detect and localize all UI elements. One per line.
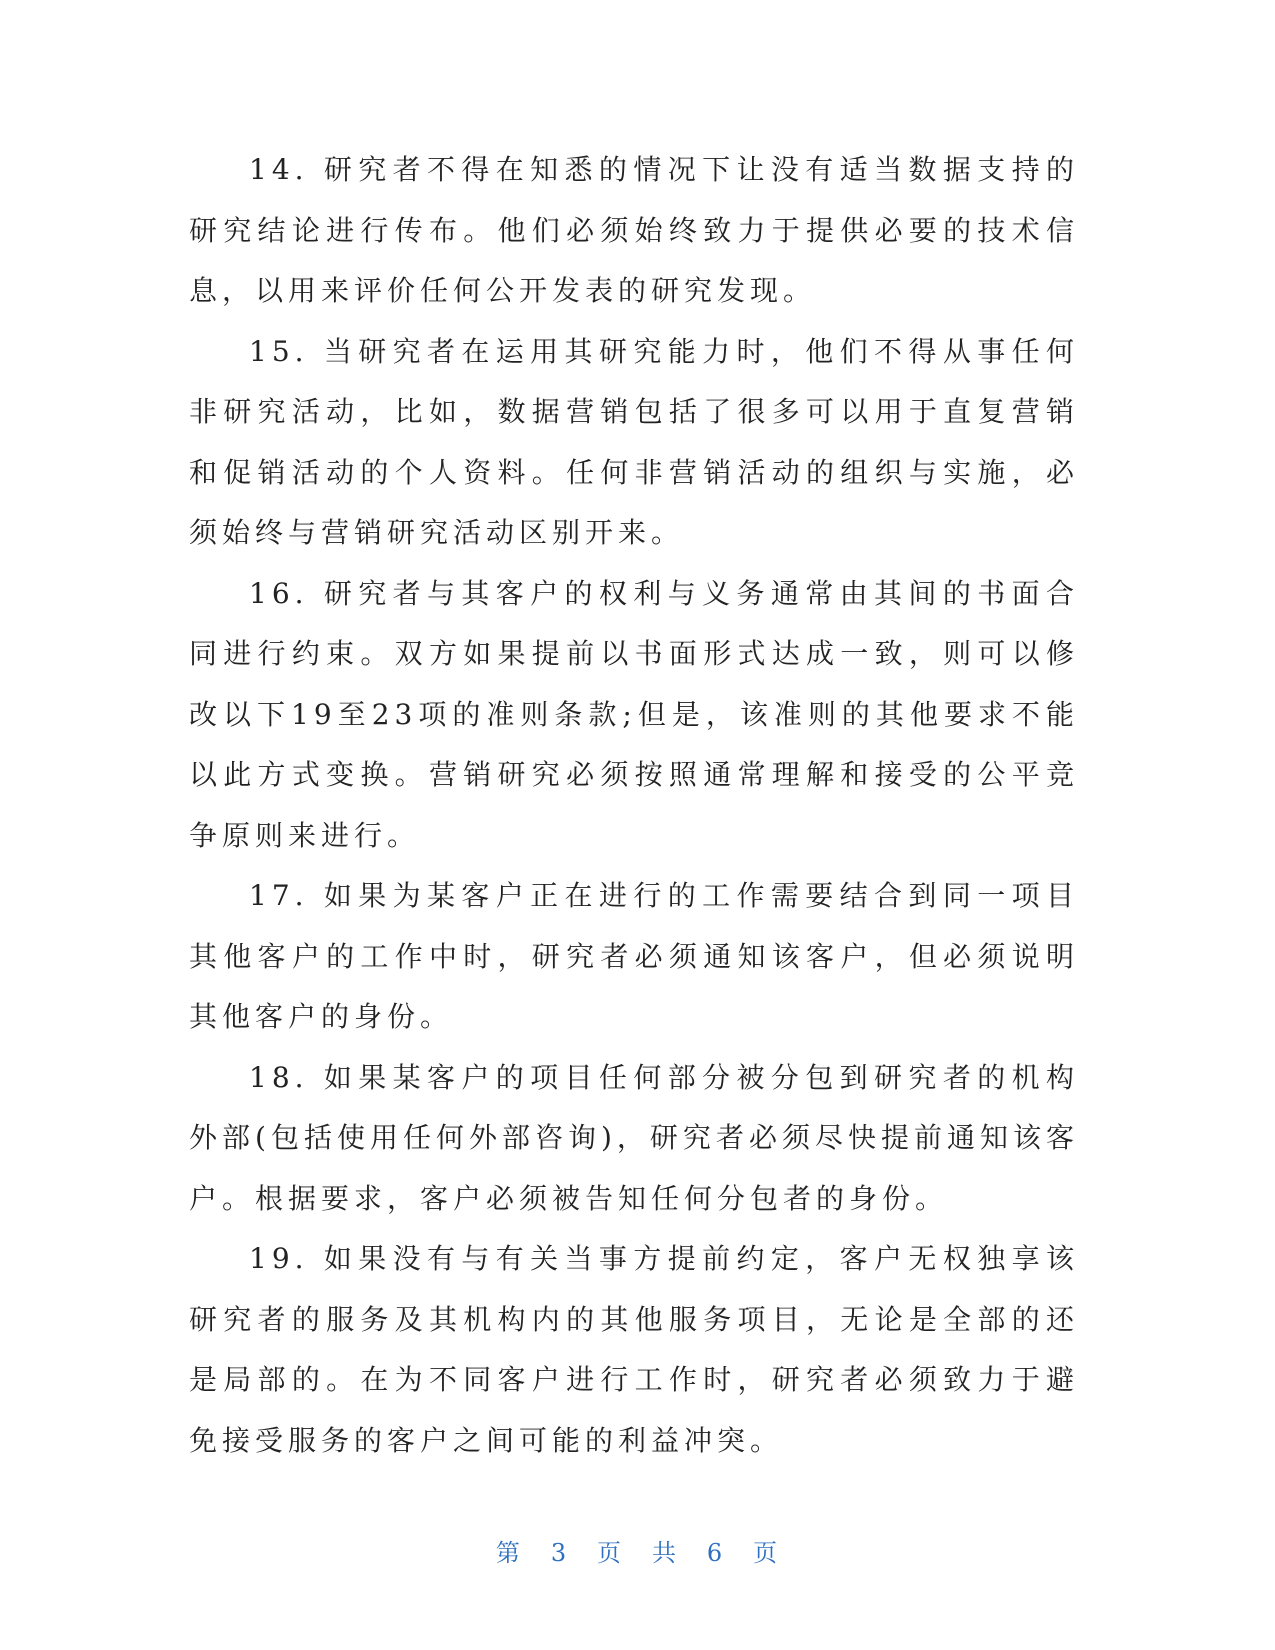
paragraph-14: 14. 研究者不得在知悉的情况下让没有适当数据支持的研究结论进行传布。他们必须始终致力于提供必要的技术信息，以用来评价任何公开发表的研究发现。: [189, 153, 1079, 307]
paragraph-18: 18. 如果某客户的项目任何部分被分包到研究者的机构外部(包括使用任何外部咨询)，研究者必须尽快提前通知该客户。根据要求，客户必须被告知任何分包者的身份。: [189, 1060, 1079, 1215]
paragraph-15: 15. 当研究者在运用其研究能力时，他们不得从事任何非研究活动，比如，数据营销包括了很多可以用于直复营销和促销活动的个人资料。任何非营销活动的组织与实施，必须始终与营销研究活动区别开来。: [189, 334, 1079, 549]
footer-suffix: 页: [753, 1539, 780, 1567]
footer-prefix: 第: [495, 1539, 522, 1567]
page-footer: [0, 1533, 1275, 1568]
paragraph-16: 16. 研究者与其客户的权利与义务通常由其间的书面合同进行约束。双方如果提前以书面形式达成一致，则可以修改以下19至23项的准则条款;但是，该准则的其他要求不能以此方式变换。营销研究必须按照通常理解和接受的公平竞争原则来进行。: [189, 576, 1079, 852]
paragraph-17: 17. 如果为某客户正在进行的工作需要结合到同一项目其他客户的工作中时，研究者必须通知该客户，但必须说明其他客户的身份。: [189, 879, 1079, 1033]
paragraph-19: 19. 如果没有与有关当事方提前约定，客户无权独享该研究者的服务及其机构内的其他服务项目，无论是全部的还是局部的。在为不同客户进行工作时，研究者必须致力于避免接受服务的客户之间可能的利益冲突。: [189, 1242, 1079, 1457]
footer-page-word: 页: [597, 1539, 624, 1567]
document-body: [189, 140, 1079, 1471]
footer-total-word: 共: [651, 1539, 678, 1567]
total-pages-number: 6: [706, 1539, 725, 1567]
current-page-number: 3: [550, 1539, 569, 1567]
